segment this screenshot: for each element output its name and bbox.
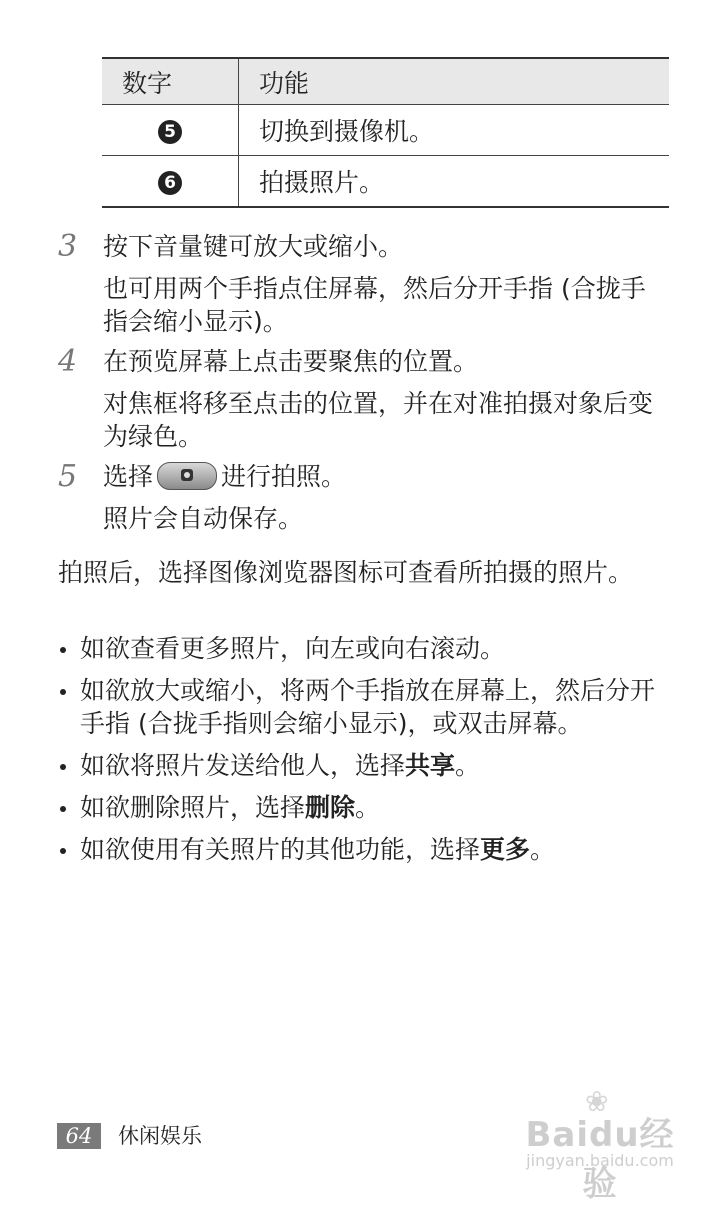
- step-4: [58, 345, 668, 453]
- table-cell-function: 拍摄照片。: [239, 156, 670, 208]
- page-number: 64: [57, 1123, 101, 1149]
- list-item: 如欲删除照片，选择删除。: [58, 791, 668, 824]
- step-3: [58, 230, 668, 338]
- circled-number-icon: 6: [158, 171, 182, 195]
- table-row: [102, 105, 669, 156]
- circled-number-icon: 5: [158, 120, 182, 144]
- list-item: 如欲将照片发送给他人，选择共享。: [58, 749, 668, 782]
- table-cell-function: 切换到摄像机。: [239, 105, 670, 156]
- column-header-number: 数字: [102, 58, 239, 105]
- list-item: 如欲使用有关照片的其他功能，选择更多。: [58, 833, 668, 866]
- list-item: 如欲放大或缩小，将两个手指放在屏幕上，然后分开手指 (合拢手指则会缩小显示)，或双击屏幕。: [58, 674, 668, 740]
- step-number: 5: [58, 459, 78, 494]
- body-paragraph: 拍照后，选择图像浏览器图标可查看所拍摄的照片。: [58, 558, 634, 587]
- watermark-url: jingyan.baidu.com: [526, 1151, 674, 1170]
- step-instruction: 选择 进行拍照。: [103, 462, 347, 491]
- step-instruction: 在预览屏幕上点击要聚焦的位置。: [103, 347, 479, 376]
- function-table: [102, 57, 669, 208]
- section-title: 休闲娱乐: [118, 1124, 202, 1148]
- step-note: 对焦框将移至点击的位置，并在对准拍摄对象后变为绿色。: [103, 389, 654, 451]
- column-header-function: 功能: [239, 58, 670, 105]
- step-note: 照片会自动保存。: [103, 504, 304, 533]
- list-item: 如欲查看更多照片，向左或向右滚动。: [58, 632, 668, 665]
- step-number: 3: [58, 229, 78, 264]
- bullet-list: [58, 632, 668, 875]
- watermark-logo: Baidu经验: [525, 1115, 675, 1204]
- camera-shutter-icon: [157, 462, 217, 490]
- step-number: 4: [58, 344, 78, 379]
- step-note: 也可用两个手指点住屏幕，然后分开手指 (合拢手指会缩小显示)。: [103, 274, 646, 336]
- table-row: [102, 156, 669, 208]
- step-instruction: 按下音量键可放大或缩小。: [103, 232, 404, 261]
- baidu-paw-icon: ❀: [585, 1085, 609, 1118]
- table-header-row: [102, 58, 669, 105]
- watermark: [515, 1085, 685, 1204]
- step-5: [58, 460, 668, 535]
